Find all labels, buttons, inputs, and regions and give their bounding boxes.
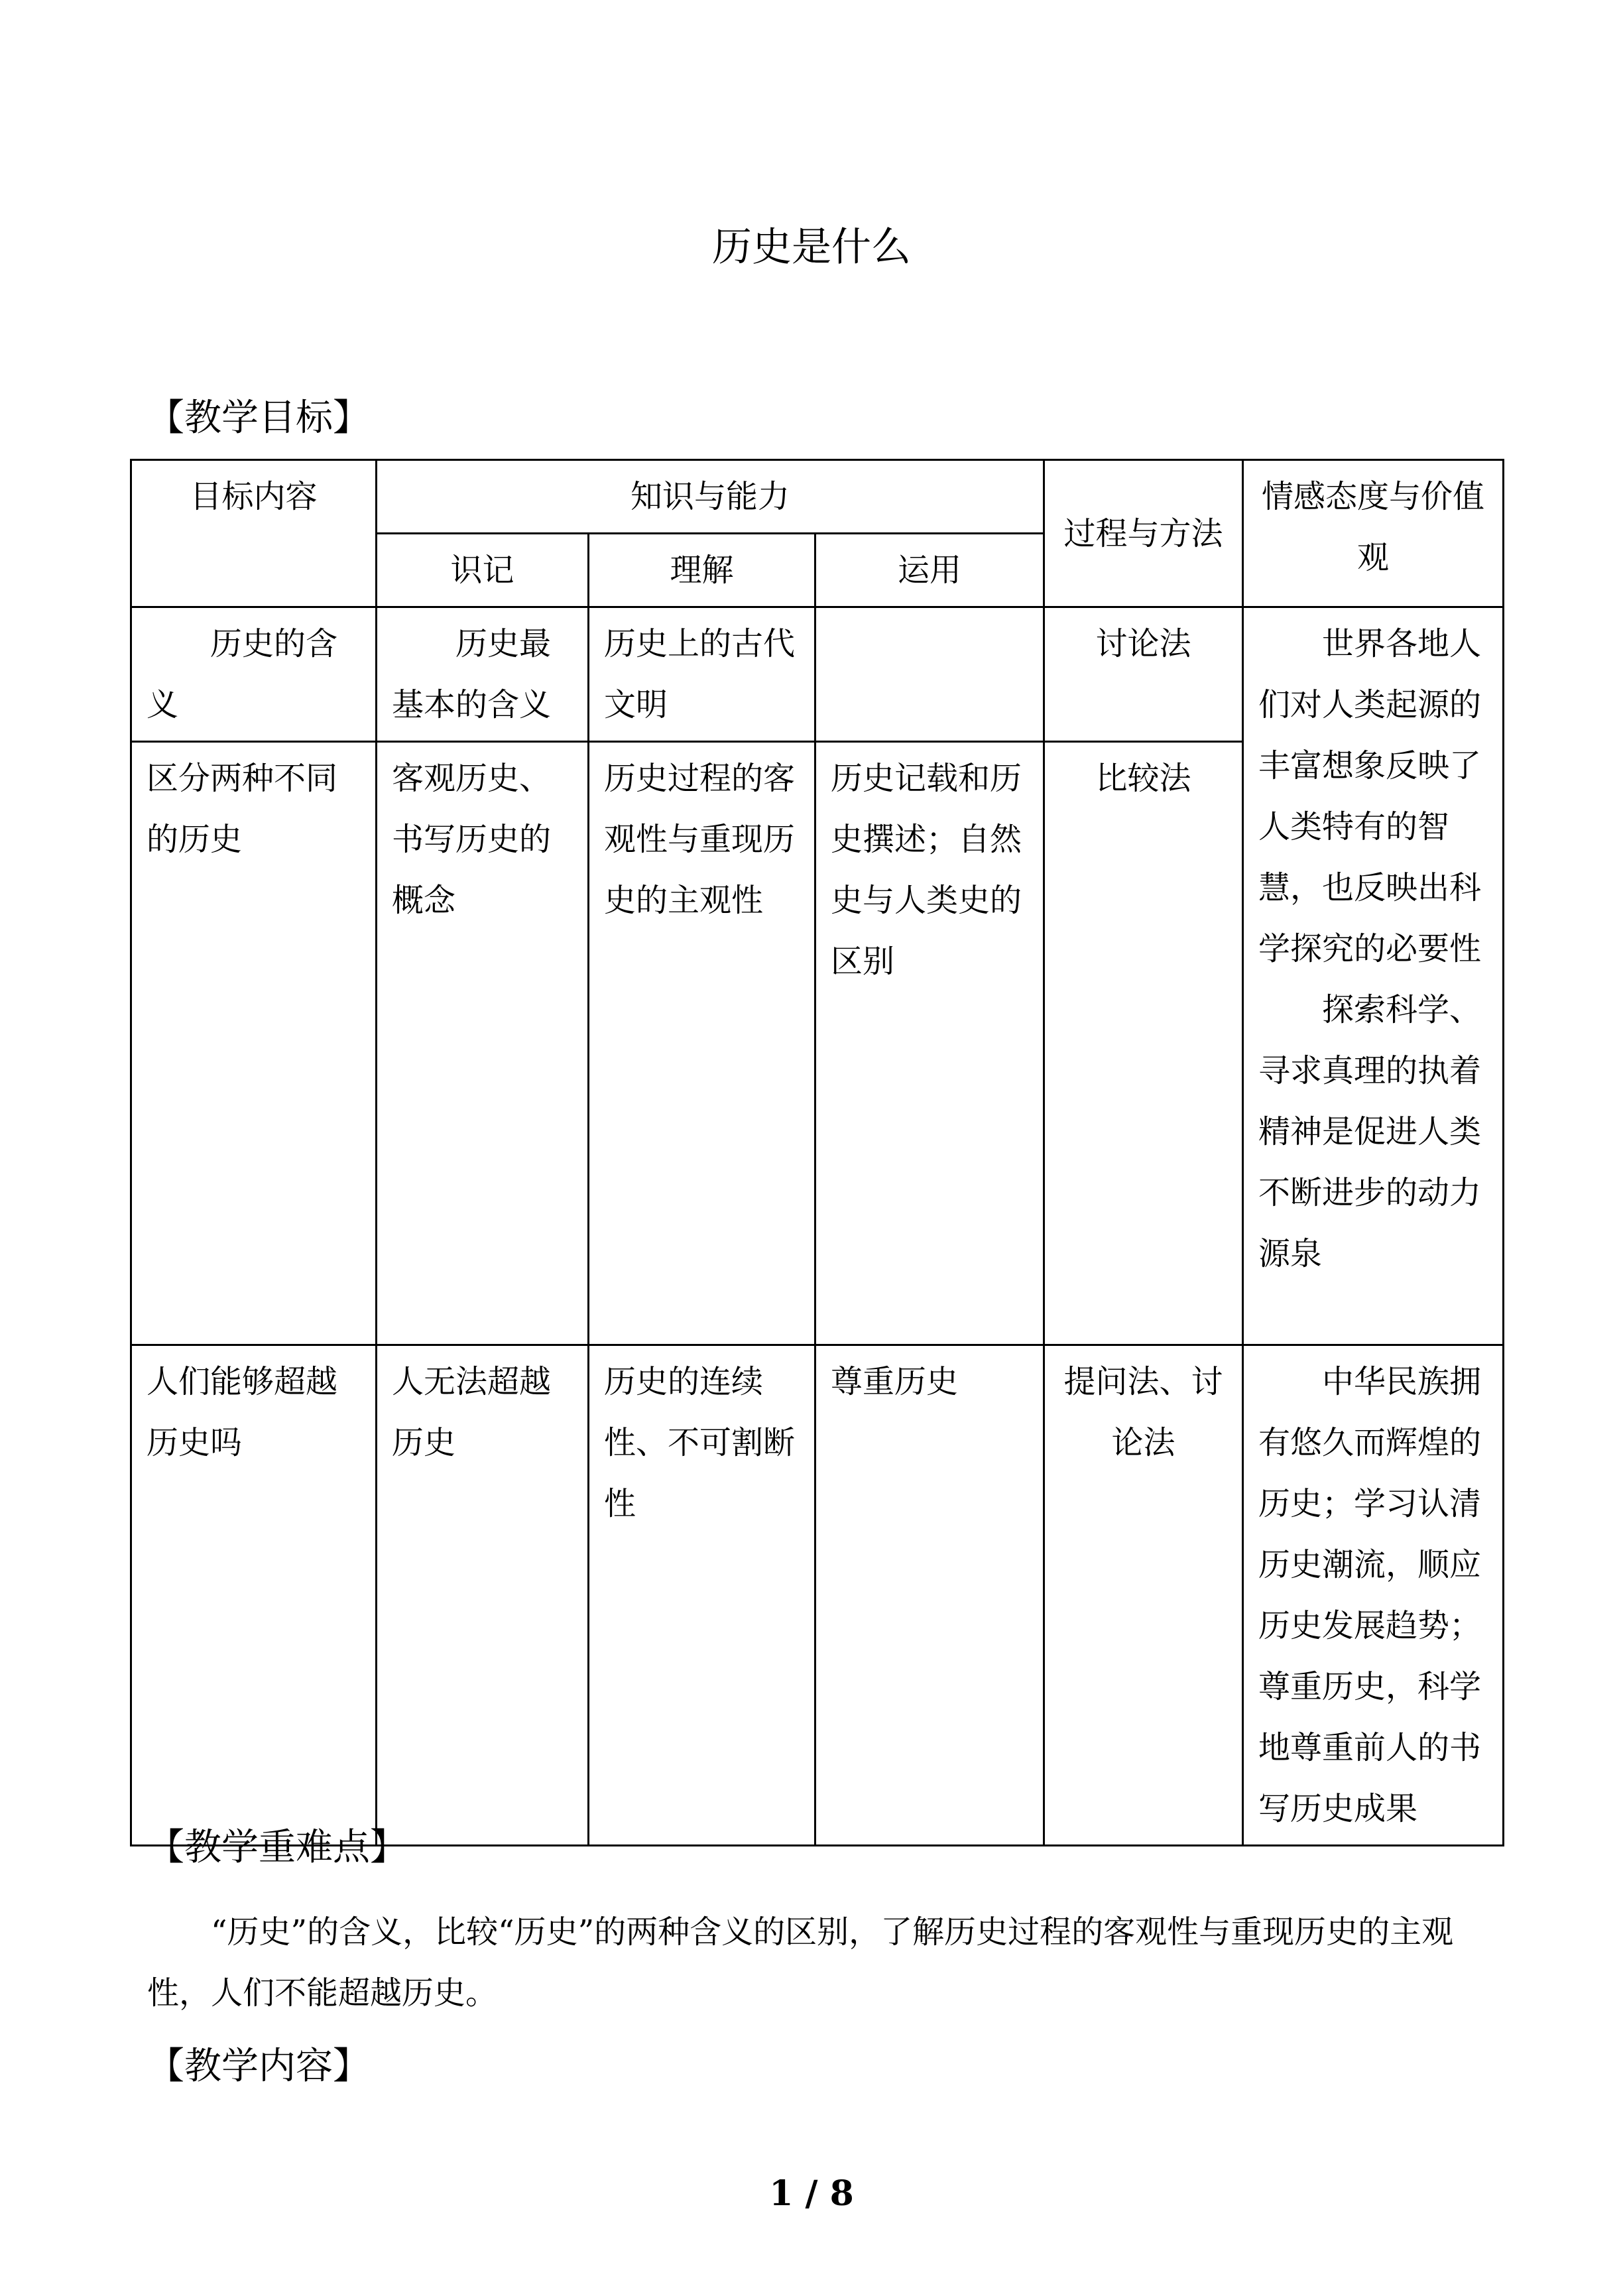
cell-memorize: 人无法超越历史 (377, 1345, 589, 1846)
cell-process: 讨论法 (1044, 607, 1243, 742)
emotion-paragraph: 世界各地人们对人类起源的丰富想象反映了人类特有的智慧，也反映出科学探究的必要性 (1258, 625, 1482, 967)
cell-understand: 历史上的古代文明 (589, 607, 815, 742)
cell-target: 人们能够超越历史吗 (131, 1345, 377, 1846)
cell-process: 比较法 (1044, 742, 1243, 1345)
header-target: 目标内容 (131, 460, 377, 607)
header-apply: 运用 (815, 534, 1044, 607)
cell-emotion-merged (1243, 607, 1504, 1345)
cell-target: 历史的含义 (131, 607, 377, 742)
page-indicator: 1 / 8 (769, 2173, 854, 2214)
cell-understand: 历史的连续性、不可割断性 (589, 1345, 815, 1846)
table-row (131, 1345, 1504, 1846)
emotion-paragraph: 探索科学、寻求真理的执着精神是促进人类不断进步的动力源泉 (1258, 991, 1482, 1272)
cell-process: 提问法、讨论法 (1044, 1345, 1243, 1846)
cell-apply: 历史记载和历史撰述；自然史与人类史的区别 (815, 742, 1044, 1345)
header-emotion: 情感态度与价值观 (1243, 460, 1504, 607)
cell-target: 区分两种不同的历史 (131, 742, 377, 1345)
section-heading-key-points: 【教学重难点】 (147, 1826, 407, 1869)
header-memorize: 识记 (377, 534, 589, 607)
cell-apply (815, 607, 1044, 742)
key-points-paragraph (147, 1902, 1500, 2024)
cell-apply: 尊重历史 (815, 1345, 1044, 1846)
cell-understand: 历史过程的客观性与重现历史的主观性 (589, 742, 815, 1345)
section-heading-content: 【教学内容】 (147, 2045, 370, 2088)
key-points-text: “历史”的含义，比较“历史”的两种含义的区别，了解历史过程的客观性与重现历史的主观性，人们不能超越历史。 (147, 1913, 1454, 2012)
section-heading-goals: 【教学目标】 (147, 396, 370, 440)
cell-emotion: 中华民族拥有悠久而辉煌的历史；学习认清历史潮流，顺应历史发展趋势；尊重历史，科学地尊重前人的书写历史成果 (1243, 1345, 1504, 1846)
page-title: 历史是什么 (712, 224, 911, 271)
cell-memorize: 客观历史、书写历史的概念 (377, 742, 589, 1345)
teaching-goals-table (130, 459, 1504, 1846)
header-knowledge: 知识与能力 (377, 460, 1044, 534)
table-row (131, 607, 1504, 742)
header-process: 过程与方法 (1044, 460, 1243, 607)
cell-memorize: 历史最基本的含义 (377, 607, 589, 742)
header-understand: 理解 (589, 534, 815, 607)
